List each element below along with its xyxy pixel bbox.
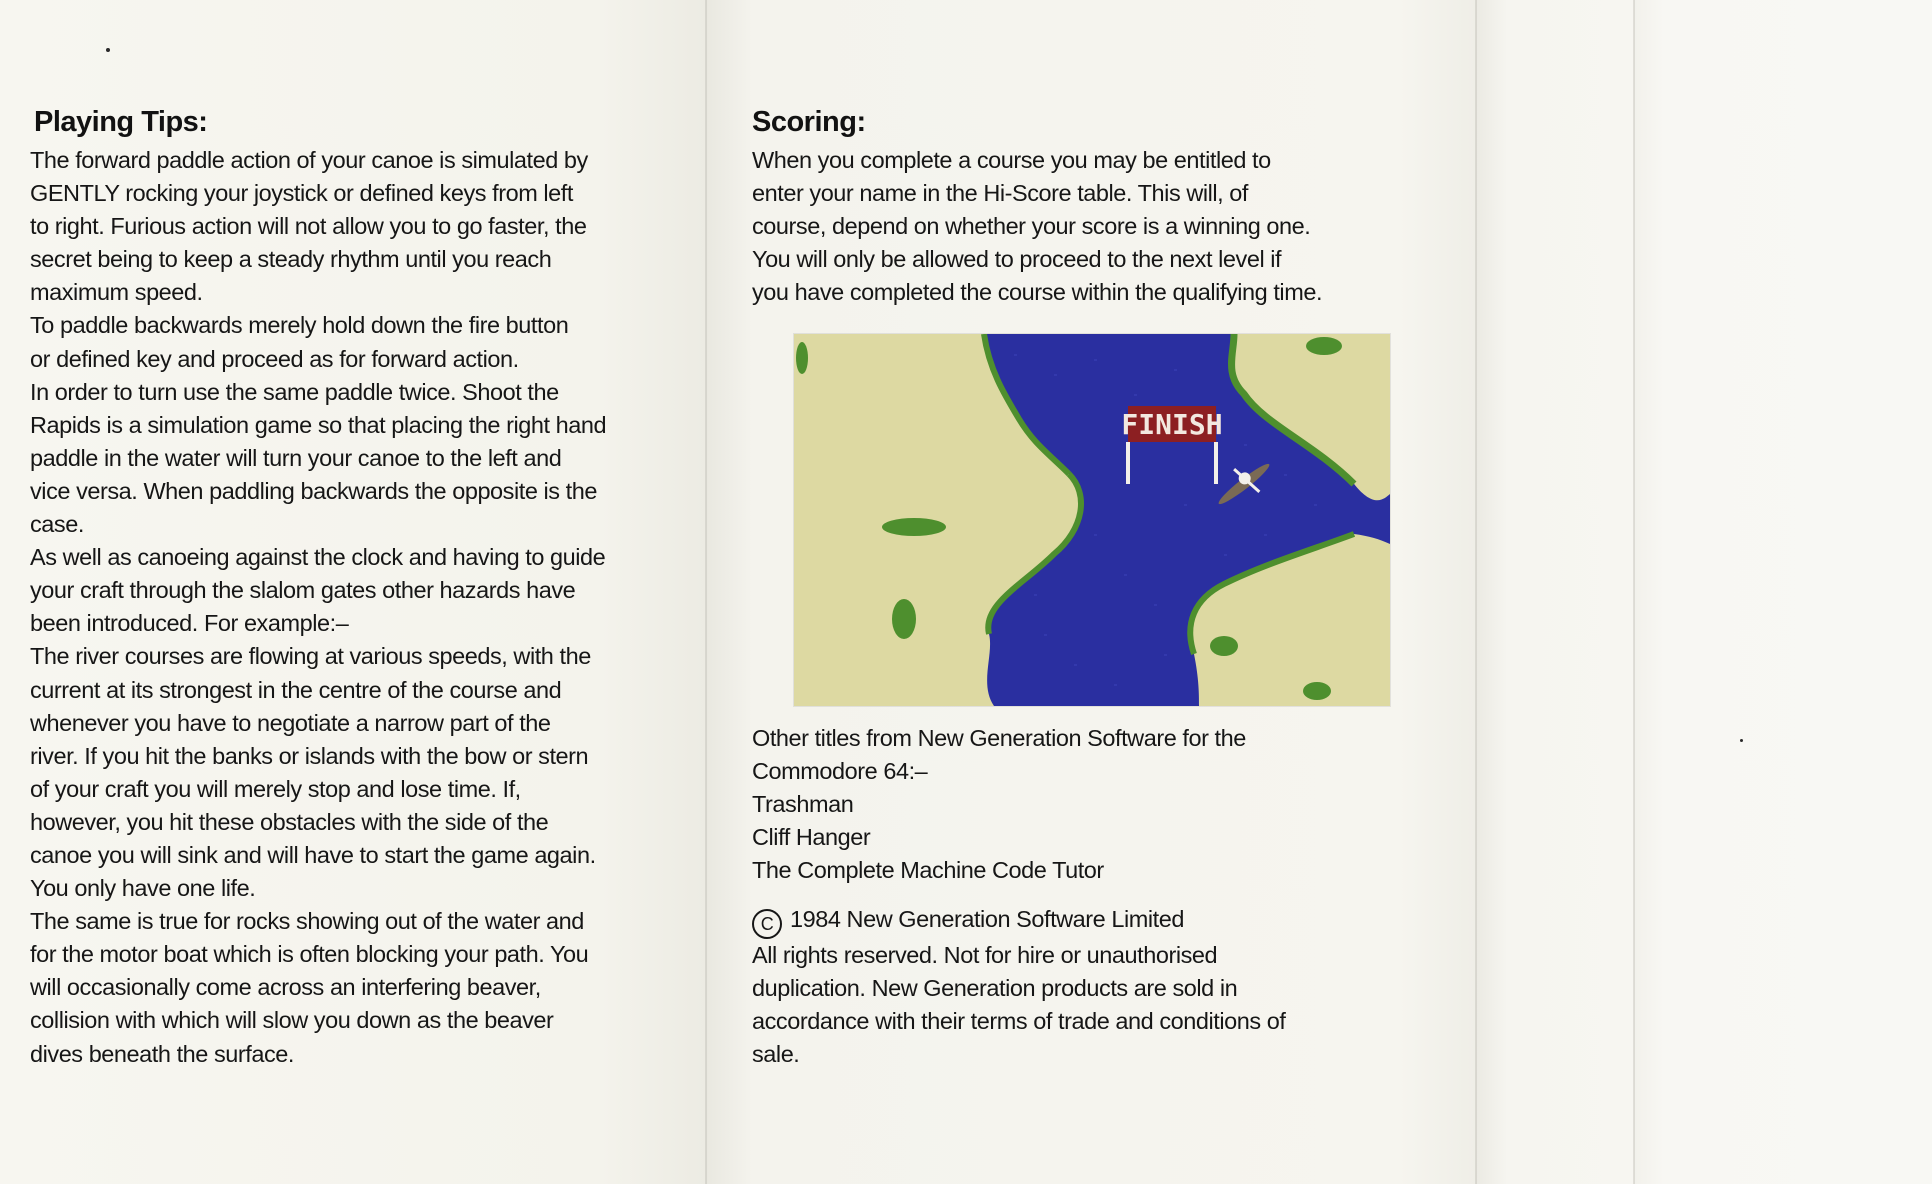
text-line: You will only be allowed to proceed to the next level if <box>752 246 1282 273</box>
text-line: All rights reserved. Not for hire or unauthorised <box>752 942 1218 968</box>
bush <box>892 599 916 639</box>
bush <box>1303 682 1331 700</box>
text-line: GENTLY rocking your joystick or defined keys from left <box>30 180 573 207</box>
finish-banner-text: FINISH <box>1121 408 1223 441</box>
text-line: secret being to keep a steady rhythm until you reach <box>30 246 552 273</box>
text-line: to right. Furious action will not allow you to go faster, the <box>30 213 587 240</box>
bush <box>1210 636 1238 656</box>
gate-post-right <box>1214 442 1218 484</box>
text-line: you have completed the course within the qualifying time. <box>752 279 1323 306</box>
copyright-line <box>752 903 1432 939</box>
text-line: Other titles from New Generation Software for the <box>752 725 1246 751</box>
text-line: case. <box>30 511 84 538</box>
panel-flap <box>1634 0 1932 1184</box>
bush <box>796 342 808 374</box>
playing-tips-heading: Playing Tips: <box>34 106 208 138</box>
text-line: will occasionally come across an interfering beaver, <box>30 974 541 1001</box>
text-line: duplication. New Generation products are sold in <box>752 975 1238 1002</box>
text-line: When you complete a course you may be entitled to <box>752 147 1271 173</box>
bush <box>1306 337 1342 355</box>
text-line: paddle in the water will turn your canoe to the left and <box>30 444 562 471</box>
text-line: river. If you hit the banks or islands with the bow or stern <box>30 742 589 769</box>
text-line: In order to turn use the same paddle twice. Shoot the <box>30 378 559 405</box>
text-line: sale. <box>752 1041 800 1068</box>
text-line: enter your name in the Hi-Score table. This will, of <box>752 180 1249 207</box>
text-line: for the motor boat which is often blocking your path. You <box>30 941 589 968</box>
text-line: The same is true for rocks showing out of the water and <box>30 908 584 935</box>
copyright-notice <box>752 903 1432 1071</box>
scoring-heading: Scoring: <box>752 106 866 138</box>
text-line: Commodore 64:– <box>752 758 928 785</box>
gate-post-left <box>1126 442 1130 484</box>
text-line: The river courses are flowing at various speeds, with the <box>30 643 591 670</box>
fold-line <box>1633 0 1635 1184</box>
text-line: As well as canoeing against the clock and having to guide <box>30 544 606 571</box>
title-cliff-hanger: Cliff Hanger <box>752 824 871 851</box>
river-scene <box>794 334 1390 706</box>
title-machine-code-tutor: The Complete Machine Code Tutor <box>752 857 1104 884</box>
copyright-icon: C <box>752 909 782 939</box>
text-line: The forward paddle action of your canoe is simulated by <box>30 147 588 173</box>
game-screenshot <box>794 334 1390 706</box>
playing-tips-body <box>30 144 690 1071</box>
text-line: dives beneath the surface. <box>30 1040 294 1067</box>
text-line: been introduced. For example:– <box>30 610 349 637</box>
text-line: accordance with their terms of trade and conditions of <box>752 1008 1286 1035</box>
print-speck <box>106 48 110 52</box>
copyright-text: 1984 New Generation Software Limited <box>790 906 1184 932</box>
text-line: of your craft you will merely stop and lose time. If, <box>30 775 521 802</box>
text-line: whenever you have to negotiate a narrow part of the <box>30 709 551 736</box>
text-line: vice versa. When paddling backwards the opposite is the <box>30 477 597 504</box>
text-line: You only have one life. <box>30 875 256 902</box>
text-line: maximum speed. <box>30 279 203 306</box>
text-line: To paddle backwards merely hold down the fire button <box>30 312 569 339</box>
text-line: course, depend on whether your score is a winning one. <box>752 213 1311 240</box>
text-line: current at its strongest in the centre of the course and <box>30 676 562 703</box>
text-line: or defined key and proceed as for forward action. <box>30 345 519 372</box>
text-line: canoe you will sink and will have to start the game again. <box>30 841 596 868</box>
bush <box>882 518 946 536</box>
text-line: however, you hit these obstacles with the side of the <box>30 808 549 835</box>
title-trashman: Trashman <box>752 791 854 818</box>
other-titles <box>752 722 1432 887</box>
panel-spine <box>1476 0 1634 1184</box>
text-line: collision with which will slow you down as the beaver <box>30 1007 554 1034</box>
print-speck <box>1740 739 1743 742</box>
scoring-body <box>752 144 1432 309</box>
fold-line <box>1475 0 1477 1184</box>
text-line: Rapids is a simulation game so that placing the right hand <box>30 411 607 438</box>
fold-line <box>705 0 707 1184</box>
text-line: your craft through the slalom gates other hazards have <box>30 577 576 604</box>
